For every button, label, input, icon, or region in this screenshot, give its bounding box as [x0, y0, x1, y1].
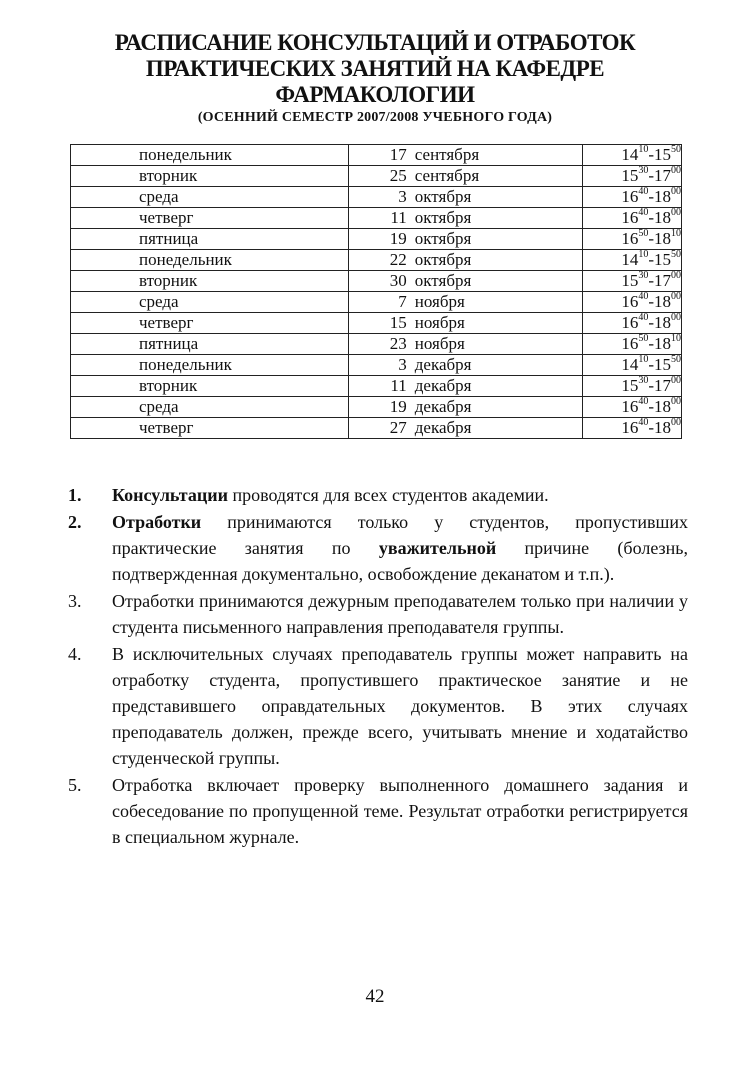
table-row — [71, 145, 682, 166]
time-dash: - — [648, 229, 654, 248]
day-cell: четверг — [71, 208, 349, 229]
end-hour: 18 — [654, 334, 671, 353]
end-minutes: 00 — [671, 291, 681, 302]
end-hour: 18 — [654, 418, 671, 437]
start-minutes: 40 — [638, 207, 649, 218]
table-row — [71, 376, 682, 397]
end-hour: 15 — [654, 145, 671, 164]
start-minutes: 30 — [638, 165, 649, 176]
date-cell — [348, 187, 583, 208]
list-item-number: 2. — [68, 512, 82, 532]
date-day-number: 27 — [389, 418, 407, 437]
time-cell — [583, 271, 682, 292]
end-hour: 18 — [654, 313, 671, 332]
day-cell: вторник — [71, 166, 349, 187]
list-item-number: 4. — [68, 644, 82, 664]
date-cell — [348, 418, 583, 439]
start-hour: 14 — [621, 250, 639, 269]
start-hour: 16 — [621, 208, 639, 227]
time-cell — [583, 334, 682, 355]
time-dash: - — [648, 397, 654, 416]
time-cell — [583, 208, 682, 229]
end-hour: 18 — [654, 292, 671, 311]
start-minutes: 40 — [638, 291, 649, 302]
date-cell — [348, 397, 583, 418]
date-cell — [348, 313, 583, 334]
time-dash: - — [648, 250, 654, 269]
time-dash: - — [648, 334, 654, 353]
end-minutes: 00 — [671, 207, 681, 218]
list-item-number: 5. — [68, 775, 82, 795]
time-cell — [583, 229, 682, 250]
date-cell — [348, 271, 583, 292]
table-row — [71, 229, 682, 250]
emphasized-term: Консультации — [112, 485, 228, 505]
date-month: декабря — [414, 376, 472, 395]
date-cell — [348, 229, 583, 250]
time-dash: - — [648, 313, 654, 332]
date-cell — [348, 355, 583, 376]
list-item-text: Отработка включает проверку выполненного домашнего задания и собеседование по пропущенной теме. Результат отработки регистрируется в специальном журнале. — [112, 775, 688, 847]
start-minutes: 10 — [638, 354, 649, 365]
date-month: октября — [414, 229, 472, 248]
start-minutes: 40 — [638, 312, 649, 323]
day-cell: понедельник — [71, 355, 349, 376]
date-month: октября — [414, 271, 472, 290]
day-cell: среда — [71, 187, 349, 208]
date-day-number: 3 — [398, 187, 407, 206]
start-hour: 15 — [621, 376, 639, 395]
start-hour: 16 — [621, 418, 639, 437]
end-minutes: 00 — [671, 165, 681, 176]
start-minutes: 30 — [638, 375, 649, 386]
table-row — [71, 208, 682, 229]
list-item — [68, 641, 688, 771]
time-cell — [583, 355, 682, 376]
list-item-text: причине (болезнь, подтвержденная документально, освобождение деканатом и т.п.). — [112, 538, 688, 584]
table-row — [71, 271, 682, 292]
page-number: 42 — [365, 986, 385, 1007]
date-day-number: 7 — [398, 292, 407, 311]
start-hour: 16 — [621, 397, 639, 416]
end-minutes: 10 — [671, 228, 681, 239]
start-minutes: 40 — [638, 417, 649, 428]
date-cell — [348, 292, 583, 313]
date-month: октября — [414, 250, 472, 269]
time-cell — [583, 397, 682, 418]
list-item — [68, 772, 688, 850]
time-cell — [583, 313, 682, 334]
date-month: ноября — [414, 334, 465, 353]
table-row — [71, 397, 682, 418]
date-day-number: 23 — [389, 334, 407, 353]
start-hour: 16 — [621, 334, 639, 353]
time-cell — [583, 145, 682, 166]
day-cell: вторник — [71, 271, 349, 292]
time-dash: - — [648, 418, 654, 437]
table-row — [71, 355, 682, 376]
day-cell: пятница — [71, 334, 349, 355]
list-item — [68, 482, 688, 508]
table-row — [71, 313, 682, 334]
date-day-number: 17 — [389, 145, 407, 164]
date-month: ноября — [414, 292, 465, 311]
end-hour: 18 — [654, 397, 671, 416]
emphasized-term: Отработки — [112, 512, 202, 532]
end-hour: 18 — [654, 229, 671, 248]
time-cell — [583, 187, 682, 208]
date-month: декабря — [414, 418, 472, 437]
time-dash: - — [648, 187, 654, 206]
start-hour: 16 — [621, 229, 639, 248]
list-item-number: 1. — [68, 485, 82, 505]
end-minutes: 50 — [671, 144, 681, 155]
start-hour: 14 — [621, 145, 639, 164]
start-minutes: 10 — [638, 144, 649, 155]
end-minutes: 00 — [671, 417, 681, 428]
end-minutes: 10 — [671, 333, 681, 344]
time-dash: - — [648, 292, 654, 311]
title-line-1: РАСПИСАНИЕ КОНСУЛЬТАЦИЙ И ОТРАБОТОК — [114, 30, 636, 55]
date-month: ноября — [414, 313, 465, 332]
end-hour: 18 — [654, 187, 671, 206]
title-line-3: ФАРМАКОЛОГИИ — [275, 82, 475, 107]
end-minutes: 00 — [671, 375, 681, 386]
start-minutes: 50 — [638, 333, 649, 344]
end-hour: 17 — [654, 376, 671, 395]
date-month: октября — [414, 208, 472, 227]
start-minutes: 40 — [638, 186, 649, 197]
schedule-table — [70, 144, 682, 439]
table-row — [71, 418, 682, 439]
end-minutes: 50 — [671, 249, 681, 260]
date-day-number: 25 — [389, 166, 407, 185]
time-dash: - — [648, 355, 654, 374]
end-minutes: 50 — [671, 354, 681, 365]
list-item — [68, 588, 688, 640]
date-month: декабря — [414, 397, 472, 416]
start-hour: 16 — [621, 313, 639, 332]
start-minutes: 40 — [638, 396, 649, 407]
time-cell — [583, 376, 682, 397]
table-row — [71, 166, 682, 187]
date-cell — [348, 334, 583, 355]
list-item-text: принимаются только у студентов, пропустивших практические занятия по — [112, 512, 688, 558]
day-cell: среда — [71, 292, 349, 313]
day-cell: четверг — [71, 418, 349, 439]
day-cell: среда — [71, 397, 349, 418]
date-cell — [348, 145, 583, 166]
date-cell — [348, 250, 583, 271]
time-dash: - — [648, 208, 654, 227]
end-hour: 17 — [654, 271, 671, 290]
day-cell: вторник — [71, 376, 349, 397]
end-hour: 18 — [654, 208, 671, 227]
end-minutes: 00 — [671, 270, 681, 281]
start-hour: 15 — [621, 271, 639, 290]
table-row — [71, 250, 682, 271]
end-minutes: 00 — [671, 396, 681, 407]
start-hour: 14 — [621, 355, 639, 374]
start-hour: 15 — [621, 166, 639, 185]
end-hour: 15 — [654, 355, 671, 374]
list-item — [68, 509, 688, 587]
date-month: сентября — [414, 145, 480, 164]
time-cell — [583, 250, 682, 271]
date-month: сентября — [414, 166, 480, 185]
title-line-2: ПРАКТИЧЕСКИХ ЗАНЯТИЙ НА КАФЕДРЕ — [145, 56, 605, 81]
start-hour: 16 — [621, 187, 639, 206]
end-minutes: 00 — [671, 186, 681, 197]
date-day-number: 3 — [398, 355, 407, 374]
date-cell — [348, 166, 583, 187]
document-title — [60, 30, 690, 108]
end-minutes: 00 — [671, 312, 681, 323]
time-dash: - — [648, 271, 654, 290]
time-cell — [583, 292, 682, 313]
rules-list — [68, 482, 688, 851]
table-row — [71, 187, 682, 208]
date-cell — [348, 208, 583, 229]
date-day-number: 19 — [389, 229, 407, 248]
start-minutes: 30 — [638, 270, 649, 281]
start-minutes: 10 — [638, 249, 649, 260]
day-cell: четверг — [71, 313, 349, 334]
date-day-number: 15 — [389, 313, 407, 332]
document-subtitle: (ОСЕННИЙ СЕМЕСТР 2007/2008 УЧЕБНОГО ГОДА) — [197, 110, 553, 125]
list-item-text: проводятся для всех студентов академии. — [227, 485, 549, 505]
table-row — [71, 292, 682, 313]
end-hour: 17 — [654, 166, 671, 185]
date-day-number: 11 — [390, 376, 407, 395]
time-dash: - — [648, 145, 654, 164]
day-cell: понедельник — [71, 145, 349, 166]
start-hour: 16 — [621, 292, 639, 311]
date-day-number: 11 — [390, 208, 407, 227]
list-item-text: Отработки принимаются дежурным преподавателем только при наличии у студента письменного направления преподавателя группы. — [112, 591, 688, 637]
date-month: октября — [414, 187, 472, 206]
list-item-number: 3. — [68, 591, 82, 611]
day-cell: понедельник — [71, 250, 349, 271]
list-item-text: В исключительных случаях преподаватель группы может направить на отработку студента, пропустившего практическое занятие и не представившего оправдательных документов. В этих случаях преподаватель должен, прежде всего, учитывать мнение и ходатайство студенческой группы. — [112, 644, 688, 768]
emphasized-term: уважительной — [378, 538, 497, 558]
date-cell — [348, 376, 583, 397]
date-month: декабря — [414, 355, 472, 374]
start-minutes: 50 — [638, 228, 649, 239]
time-cell — [583, 418, 682, 439]
time-cell — [583, 166, 682, 187]
date-day-number: 22 — [389, 250, 407, 269]
end-hour: 15 — [654, 250, 671, 269]
date-day-number: 19 — [389, 397, 407, 416]
day-cell: пятница — [71, 229, 349, 250]
date-day-number: 30 — [389, 271, 407, 290]
table-row — [71, 334, 682, 355]
time-dash: - — [648, 166, 654, 185]
time-dash: - — [648, 376, 654, 395]
